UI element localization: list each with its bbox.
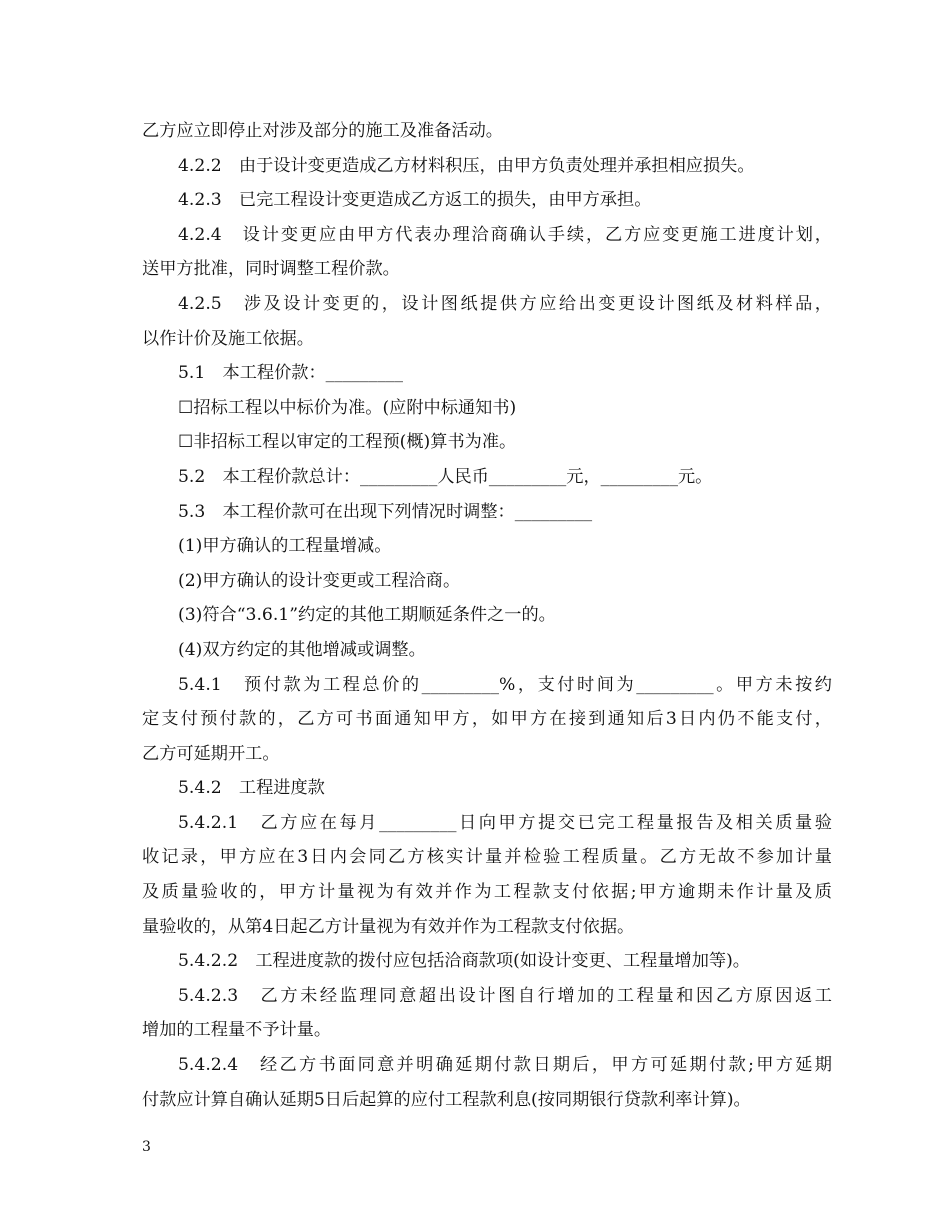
text-line: 5.2 本工程价款总计：_________人民币_________元，_________元。 xyxy=(178,466,713,487)
text-line: (1)甲方确认的工程量增减。 xyxy=(178,536,392,557)
text-line: 乙方可延期开工。 xyxy=(142,743,280,764)
text-line: 5.4.1 预付款为工程总价的_________%，支付时间为_________。甲方未按约 xyxy=(178,674,832,695)
text-line: 以作计价及施工依据。 xyxy=(142,328,314,349)
text-line: 4.2.3 已完工程设计变更造成乙方返工的损失，由甲方承担。 xyxy=(178,190,652,211)
text-line: 4.2.2 由于设计变更造成乙方材料积压，由甲方负责处理并承担相应损失。 xyxy=(178,155,755,176)
text-line: (2)甲方确认的设计变更或工程洽商。 xyxy=(178,570,461,591)
text-line: ☐招标工程以中标价为准。(应附中标通知书) xyxy=(178,397,517,418)
text-line: 及质量验收的，甲方计量视为有效并作为工程款支付依据;甲方逾期未作计量及质 xyxy=(142,882,832,903)
text-line: 5.4.2.4 经乙方书面同意并明确延期付款日期后，甲方可延期付款;甲方延期 xyxy=(178,1055,832,1076)
text-line: 5.4.2.2 工程进度款的拨付应包括洽商款项(如设计变更、工程量增加等)。 xyxy=(178,951,750,972)
text-line: (3)符合“3.6.1”约定的其他工期顺延条件之一的。 xyxy=(178,605,556,626)
text-line: 5.3 本工程价款可在出现下列情况时调整：_________ xyxy=(178,501,593,522)
text-line: 5.1 本工程价款：_________ xyxy=(178,363,403,384)
text-line: 4.2.4 设计变更应由甲方代表办理洽商确认手续，乙方应变更施工进度计划， xyxy=(178,224,832,245)
text-line: 5.4.2.3 乙方未经监理同意超出设计图自行增加的工程量和因乙方原因返工 xyxy=(178,985,832,1006)
document-body xyxy=(142,114,832,1117)
text-line: 量验收的，从第4日起乙方计量视为有效并作为工程款支付依据。 xyxy=(142,916,635,937)
text-line: 5.4.2.1 乙方应在每月_________日向甲方提交已完工程量报告及相关质量验 xyxy=(178,812,832,833)
page-number: 3 xyxy=(142,1139,151,1155)
text-line: 付款应计算自确认延期5日后起算的应付工程款利息(按同期银行贷款利率计算)。 xyxy=(142,1089,751,1110)
text-line: ☐非招标工程以审定的工程预(概)算书为准。 xyxy=(178,432,517,453)
text-line: 乙方应立即停止对涉及部分的施工及准备活动。 xyxy=(142,121,503,141)
text-line: 收记录，甲方应在3日内会同乙方核实计量并检验工程质量。乙方无故不参加计量 xyxy=(142,847,832,868)
text-line: 4.2.5 涉及设计变更的，设计图纸提供方应给出变更设计图纸及材料样品， xyxy=(178,293,832,314)
text-line: (4)双方约定的其他增减或调整。 xyxy=(178,639,426,660)
text-line: 送甲方批准，同时调整工程价款。 xyxy=(142,259,400,280)
text-line: 增加的工程量不予计量。 xyxy=(142,1020,332,1041)
text-line: 定支付预付款的，乙方可书面通知甲方，如甲方在接到通知后3日内仍不能支付， xyxy=(142,709,832,730)
text-line: 5.4.2 工程进度款 xyxy=(178,778,325,799)
